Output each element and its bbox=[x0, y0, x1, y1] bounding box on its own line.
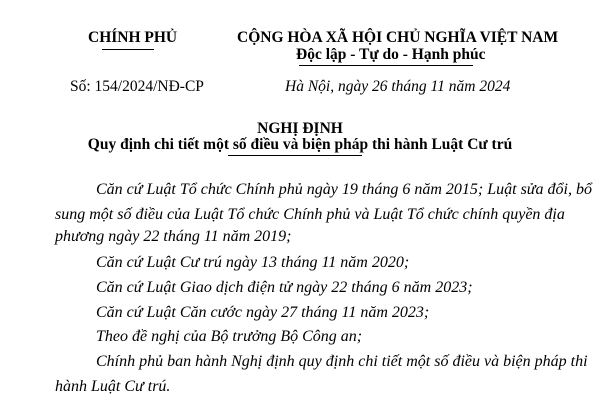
enactment-line: Chính phủ ban hành Nghị định quy định chi tiết một số điều và biện pháp thi bbox=[96, 353, 588, 370]
issuer-underline bbox=[102, 49, 154, 50]
document-number: Số: 154/2024/NĐ-CP bbox=[70, 78, 204, 95]
preamble-line: Căn cứ Luật Giao dịch điện tử ngày 22 tháng 6 năm 2023; bbox=[96, 279, 473, 296]
document-type-heading: NGHỊ ĐỊNH bbox=[257, 120, 343, 137]
document-subject: Quy định chi tiết một số điều và biện pháp thi hành Luật Cư trú bbox=[87, 136, 513, 153]
preamble-line: phương ngày 22 tháng 11 năm 2019; bbox=[55, 228, 292, 245]
preamble-line: Căn cứ Luật Tổ chức Chính phủ ngày 19 tháng 6 năm 2015; Luật sửa đổi, bổ bbox=[96, 181, 592, 198]
preamble-line: Căn cứ Luật Căn cước ngày 27 tháng 11 năm 2023; bbox=[96, 304, 430, 321]
national-title: CỘNG HÒA XÃ HỘI CHỦ NGHĨA VIỆT NAM bbox=[237, 29, 559, 46]
national-motto: Độc lập - Tự do - Hạnh phúc bbox=[296, 46, 486, 63]
issuer-name: CHÍNH PHỦ bbox=[88, 29, 178, 46]
preamble-line: Căn cứ Luật Cư trú ngày 13 tháng 11 năm 2020; bbox=[96, 254, 410, 271]
motto-underline bbox=[299, 65, 473, 66]
place-and-date: Hà Nội, ngày 26 tháng 11 năm 2024 bbox=[285, 78, 511, 95]
preamble-line: sung một số điều của Luật Tổ chức Chính phủ và Luật Tổ chức chính quyền địa bbox=[55, 206, 565, 223]
enactment-line: hành Luật Cư trú. bbox=[55, 378, 171, 395]
subject-underline bbox=[228, 155, 362, 156]
preamble-line: Theo đề nghị của Bộ trưởng Bộ Công an; bbox=[96, 328, 363, 345]
